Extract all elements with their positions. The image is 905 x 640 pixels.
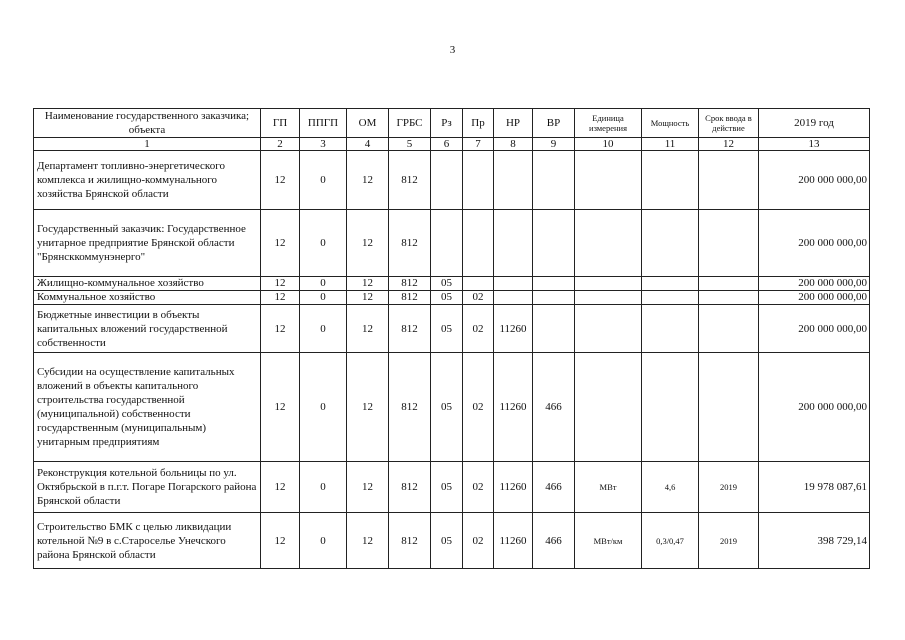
cell-sum: 19 978 087,61 [759,462,870,513]
cell-term: 2019 [699,462,759,513]
cell-nr: 11260 [494,353,533,462]
cell-om: 12 [347,353,389,462]
page-number: 3 [449,44,456,56]
cell-power [642,151,699,210]
header-term: Срок ввода в действие [699,109,759,138]
table-row [34,151,870,210]
cell-unit [575,291,642,305]
cell-sum: 200 000 000,00 [759,291,870,305]
cell-vr [533,210,575,277]
table-row [34,462,870,513]
cell-vr [533,277,575,291]
cell-sum: 200 000 000,00 [759,277,870,291]
header-vr: ВР [533,109,575,138]
cell-rz: 05 [431,277,463,291]
cell-nr [494,210,533,277]
cell-pr: 02 [463,291,494,305]
budget-table [33,108,870,569]
cell-term [699,151,759,210]
cell-rz [431,151,463,210]
cell-unit: МВт [575,462,642,513]
cell-sum: 398 729,14 [759,513,870,569]
column-number: 1 [34,138,261,151]
cell-pr [463,151,494,210]
column-number: 6 [431,138,463,151]
cell-vr [533,305,575,353]
cell-term [699,291,759,305]
cell-unit [575,151,642,210]
cell-rz: 05 [431,462,463,513]
cell-ppgp: 0 [300,210,347,277]
cell-nr [494,291,533,305]
cell-unit [575,305,642,353]
cell-rz: 05 [431,353,463,462]
cell-grbs: 812 [389,305,431,353]
row-name: Субсидии на осуществление капитальных вложений в объекты капитального строительства государственной (муниципальной) собственности государственным (муниципальным) унитарным предприятиям [34,353,261,462]
column-number: 11 [642,138,699,151]
row-name: Коммунальное хозяйство [34,291,261,305]
cell-gp: 12 [261,277,300,291]
header-gp: ГП [261,109,300,138]
row-name: Государственный заказчик: Государственное унитарное предприятие Брянской области "Брянсккоммунэнерго" [34,210,261,277]
cell-ppgp: 0 [300,151,347,210]
table-row [34,210,870,277]
cell-rz [431,210,463,277]
header-om: ОМ [347,109,389,138]
column-number: 12 [699,138,759,151]
cell-om: 12 [347,277,389,291]
cell-grbs: 812 [389,151,431,210]
column-number: 2 [261,138,300,151]
cell-pr [463,210,494,277]
header-unit: Единица измерения [575,109,642,138]
cell-pr [463,277,494,291]
cell-nr [494,277,533,291]
header-rz: Рз [431,109,463,138]
cell-vr: 466 [533,513,575,569]
cell-term: 2019 [699,513,759,569]
cell-om: 12 [347,513,389,569]
cell-power [642,353,699,462]
cell-grbs: 812 [389,291,431,305]
cell-nr: 11260 [494,513,533,569]
cell-ppgp: 0 [300,305,347,353]
cell-pr: 02 [463,462,494,513]
cell-unit [575,353,642,462]
table-row [34,291,870,305]
row-name: Бюджетные инвестиции в объекты капитальных вложений государственной собственности [34,305,261,353]
cell-term [699,277,759,291]
cell-pr: 02 [463,513,494,569]
cell-grbs: 812 [389,277,431,291]
row-name: Реконструкция котельной больницы по ул. Октябрьской в п.г.т. Погаре Погарского района Брянской области [34,462,261,513]
cell-gp: 12 [261,305,300,353]
header-pr: Пр [463,109,494,138]
column-number: 7 [463,138,494,151]
cell-rz: 05 [431,513,463,569]
header-ppgp: ППГП [300,109,347,138]
cell-grbs: 812 [389,210,431,277]
cell-gp: 12 [261,151,300,210]
cell-term [699,353,759,462]
column-number: 10 [575,138,642,151]
column-number: 9 [533,138,575,151]
cell-unit [575,210,642,277]
column-number: 4 [347,138,389,151]
cell-power: 0,3/0,47 [642,513,699,569]
cell-unit: МВт/км [575,513,642,569]
header-year: 2019 год [759,109,870,138]
cell-ppgp: 0 [300,291,347,305]
table-row [34,277,870,291]
cell-nr: 11260 [494,462,533,513]
table-row [34,353,870,462]
table-header-row [34,109,870,138]
header-nr: НР [494,109,533,138]
cell-power [642,277,699,291]
column-number: 13 [759,138,870,151]
cell-om: 12 [347,151,389,210]
cell-om: 12 [347,462,389,513]
cell-gp: 12 [261,353,300,462]
cell-power [642,291,699,305]
cell-term [699,305,759,353]
cell-vr: 466 [533,353,575,462]
cell-sum: 200 000 000,00 [759,151,870,210]
cell-om: 12 [347,291,389,305]
cell-pr: 02 [463,353,494,462]
header-name: Наименование государственного заказчика; объекта [34,109,261,138]
column-number: 8 [494,138,533,151]
cell-term [699,210,759,277]
cell-grbs: 812 [389,513,431,569]
cell-om: 12 [347,210,389,277]
table-row [34,305,870,353]
cell-nr [494,151,533,210]
cell-gp: 12 [261,210,300,277]
row-name: Строительство БМК с целью ликвидации котельной №9 в с.Староселье Унечского района Брянской области [34,513,261,569]
cell-ppgp: 0 [300,513,347,569]
cell-power: 4,6 [642,462,699,513]
column-number: 3 [300,138,347,151]
cell-grbs: 812 [389,462,431,513]
cell-gp: 12 [261,291,300,305]
header-grbs: ГРБС [389,109,431,138]
row-name: Департамент топливно-энергетического комплекса и жилищно-коммунального хозяйства Брянской области [34,151,261,210]
cell-power [642,210,699,277]
cell-ppgp: 0 [300,353,347,462]
cell-ppgp: 0 [300,277,347,291]
column-number-row [34,138,870,151]
cell-sum: 200 000 000,00 [759,353,870,462]
cell-grbs: 812 [389,353,431,462]
cell-om: 12 [347,305,389,353]
cell-ppgp: 0 [300,462,347,513]
cell-pr: 02 [463,305,494,353]
cell-rz: 05 [431,291,463,305]
table-row [34,513,870,569]
cell-unit [575,277,642,291]
cell-rz: 05 [431,305,463,353]
column-number: 5 [389,138,431,151]
cell-power [642,305,699,353]
cell-gp: 12 [261,462,300,513]
cell-sum: 200 000 000,00 [759,210,870,277]
cell-nr: 11260 [494,305,533,353]
cell-gp: 12 [261,513,300,569]
header-power: Мощность [642,109,699,138]
cell-vr: 466 [533,462,575,513]
cell-sum: 200 000 000,00 [759,305,870,353]
cell-vr [533,151,575,210]
cell-vr [533,291,575,305]
row-name: Жилищно-коммунальное хозяйство [34,277,261,291]
